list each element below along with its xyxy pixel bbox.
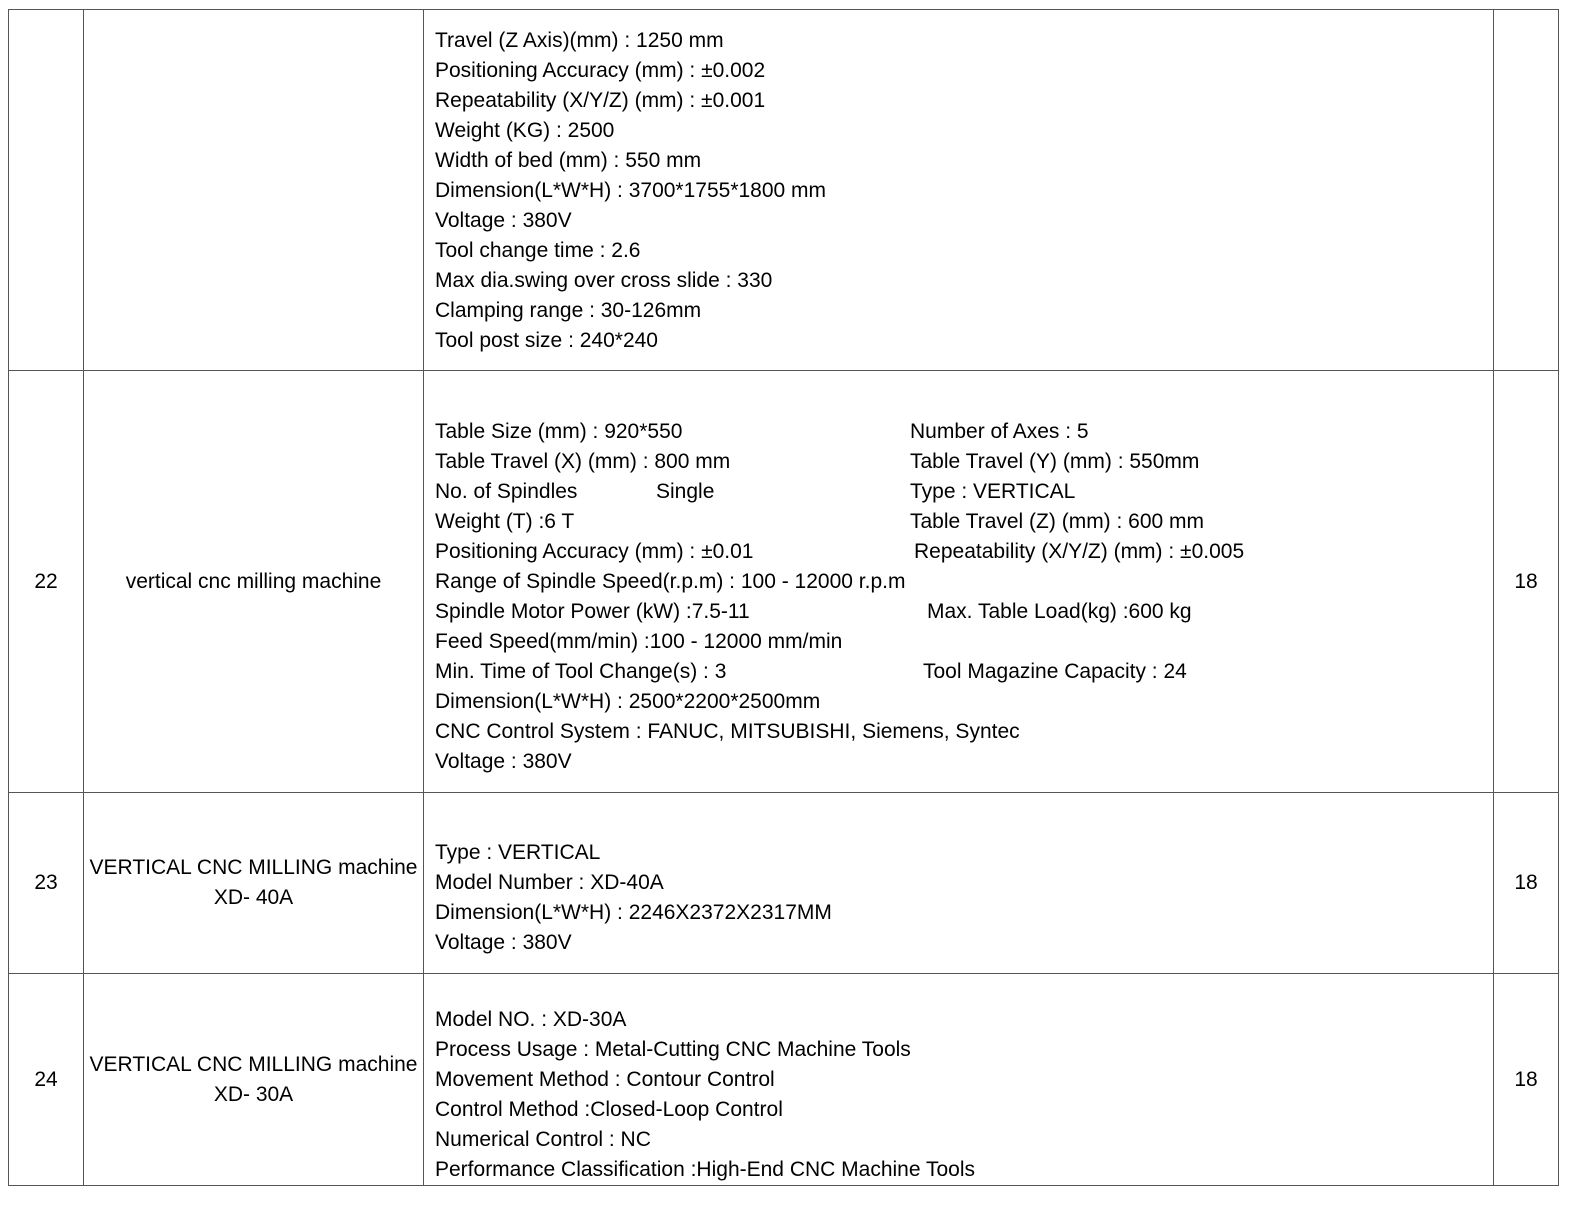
item-spec-cell [424,371,1494,793]
item-quantity-cell: 18 [1494,793,1559,974]
spec-line-right: Table Travel (Z) (mm) : 600 mm [910,509,1205,533]
spec-line: Model Number : XD-40A [435,871,664,894]
spec-line-gap [584,477,656,507]
table-row [9,974,1559,1186]
spec-line: Repeatability (X/Y/Z) (mm) : ±0.001 [435,88,766,112]
spec-line: Tool change time : 2.6 [435,238,641,262]
item-name-cell: VERTICAL CNC MILLING machine XD- 40A [84,793,424,974]
spec-line: Movement Method : Contour Control [435,1067,775,1091]
spec-line [435,477,1485,507]
spec-line [435,657,1485,687]
spec-line: Clamping range : 30-126mm [435,298,702,322]
spec-line-right: Type : VERTICAL [910,479,1076,503]
spec-line-left: Spindle Motor Power (kW) :7.5-11 [435,599,750,623]
item-name-cell [84,10,424,371]
item-number-cell: 24 [9,974,84,1186]
item-quantity-cell: 18 [1494,974,1559,1186]
spec-line-left: Voltage : 380V [435,749,572,773]
spec-line [435,447,1485,477]
spec-line: Process Usage : Metal-Cutting CNC Machine Tools [435,1037,911,1061]
spec-line-left: Feed Speed(mm/min) :100 - 12000 mm/min [435,629,843,653]
spec-line [435,627,1485,657]
spec-line-left: Table Travel (X) (mm) : 800 mm [435,449,731,473]
spec-line: Voltage : 380V [435,931,572,954]
spec-line-left: Dimension(L*W*H) : 2500*2200*2500mm [435,689,821,713]
spec-line: Dimension(L*W*H) : 3700*1755*1800 mm [435,178,827,202]
spec-line-left: Range of Spindle Speed(r.p.m) : 100 - 12000 r.p.m [435,569,906,593]
spec-line-left: Weight (T) :6 T [435,509,575,533]
table-row [9,10,1559,371]
item-quantity-cell: 18 [1494,371,1559,793]
item-name-cell: vertical cnc milling machine [84,371,424,793]
spec-line-left: Table Size (mm) : 920*550 [435,419,683,443]
spec-line: Model NO. : XD-30A [435,1007,627,1031]
item-number-cell: 22 [9,371,84,793]
item-spec-cell [424,974,1494,1186]
spec-line-left: Min. Time of Tool Change(s) : 3 [435,659,727,683]
table-row [9,793,1559,974]
spec-line: Tool post size : 240*240 [435,328,658,352]
spec-line: Control Method :Closed-Loop Control [435,1097,783,1121]
spec-line: Type : VERTICAL [435,841,601,864]
spec-line-left: CNC Control System : FANUC, MITSUBISHI, Siemens, Syntec [435,719,1020,743]
spec-line [435,687,1485,717]
spec-line [435,567,1485,597]
spec-line: Numerical Control : NC [435,1127,651,1151]
spec-line-right: Max. Table Load(kg) :600 kg [927,599,1192,623]
spec-line [435,417,1485,447]
item-spec-cell [424,793,1494,974]
spec-line [435,747,1485,777]
spec-line-left: No. of Spindles [435,479,578,503]
spec-line: Performance Classification :High-End CNC Machine Tools [435,1157,976,1181]
spec-line: Dimension(L*W*H) : 2246X2372X2317MM [435,901,832,924]
item-number-cell [9,10,84,371]
spec-line: Voltage : 380V [435,208,572,232]
spec-line [435,597,1485,627]
spec-line-right: Table Travel (Y) (mm) : 550mm [910,449,1200,473]
spec-line [435,507,1485,537]
spec-line: Positioning Accuracy (mm) : ±0.002 [435,58,766,82]
spec-line [435,717,1485,747]
spec-line: Weight (KG) : 2500 [435,118,615,142]
item-spec-cell [424,10,1494,371]
spec-line-middle: Single [656,479,715,503]
spec-line-right: Tool Magazine Capacity : 24 [923,659,1187,683]
item-number-cell: 23 [9,793,84,974]
item-quantity-cell [1494,10,1559,371]
spec-line [435,537,1485,567]
item-name-cell: VERTICAL CNC MILLING machine XD- 30A [84,974,424,1186]
spec-line: Width of bed (mm) : 550 mm [435,148,702,172]
spec-line: Travel (Z Axis)(mm) : 1250 mm [435,28,724,52]
spec-line-right: Number of Axes : 5 [910,419,1089,443]
spec-line: Max dia.swing over cross slide : 330 [435,268,773,292]
table-row [9,371,1559,793]
machine-spec-table [8,9,1559,1186]
spec-line-left: Positioning Accuracy (mm) : ±0.01 [435,539,754,563]
spec-line-right: Repeatability (X/Y/Z) (mm) : ±0.005 [914,539,1245,563]
